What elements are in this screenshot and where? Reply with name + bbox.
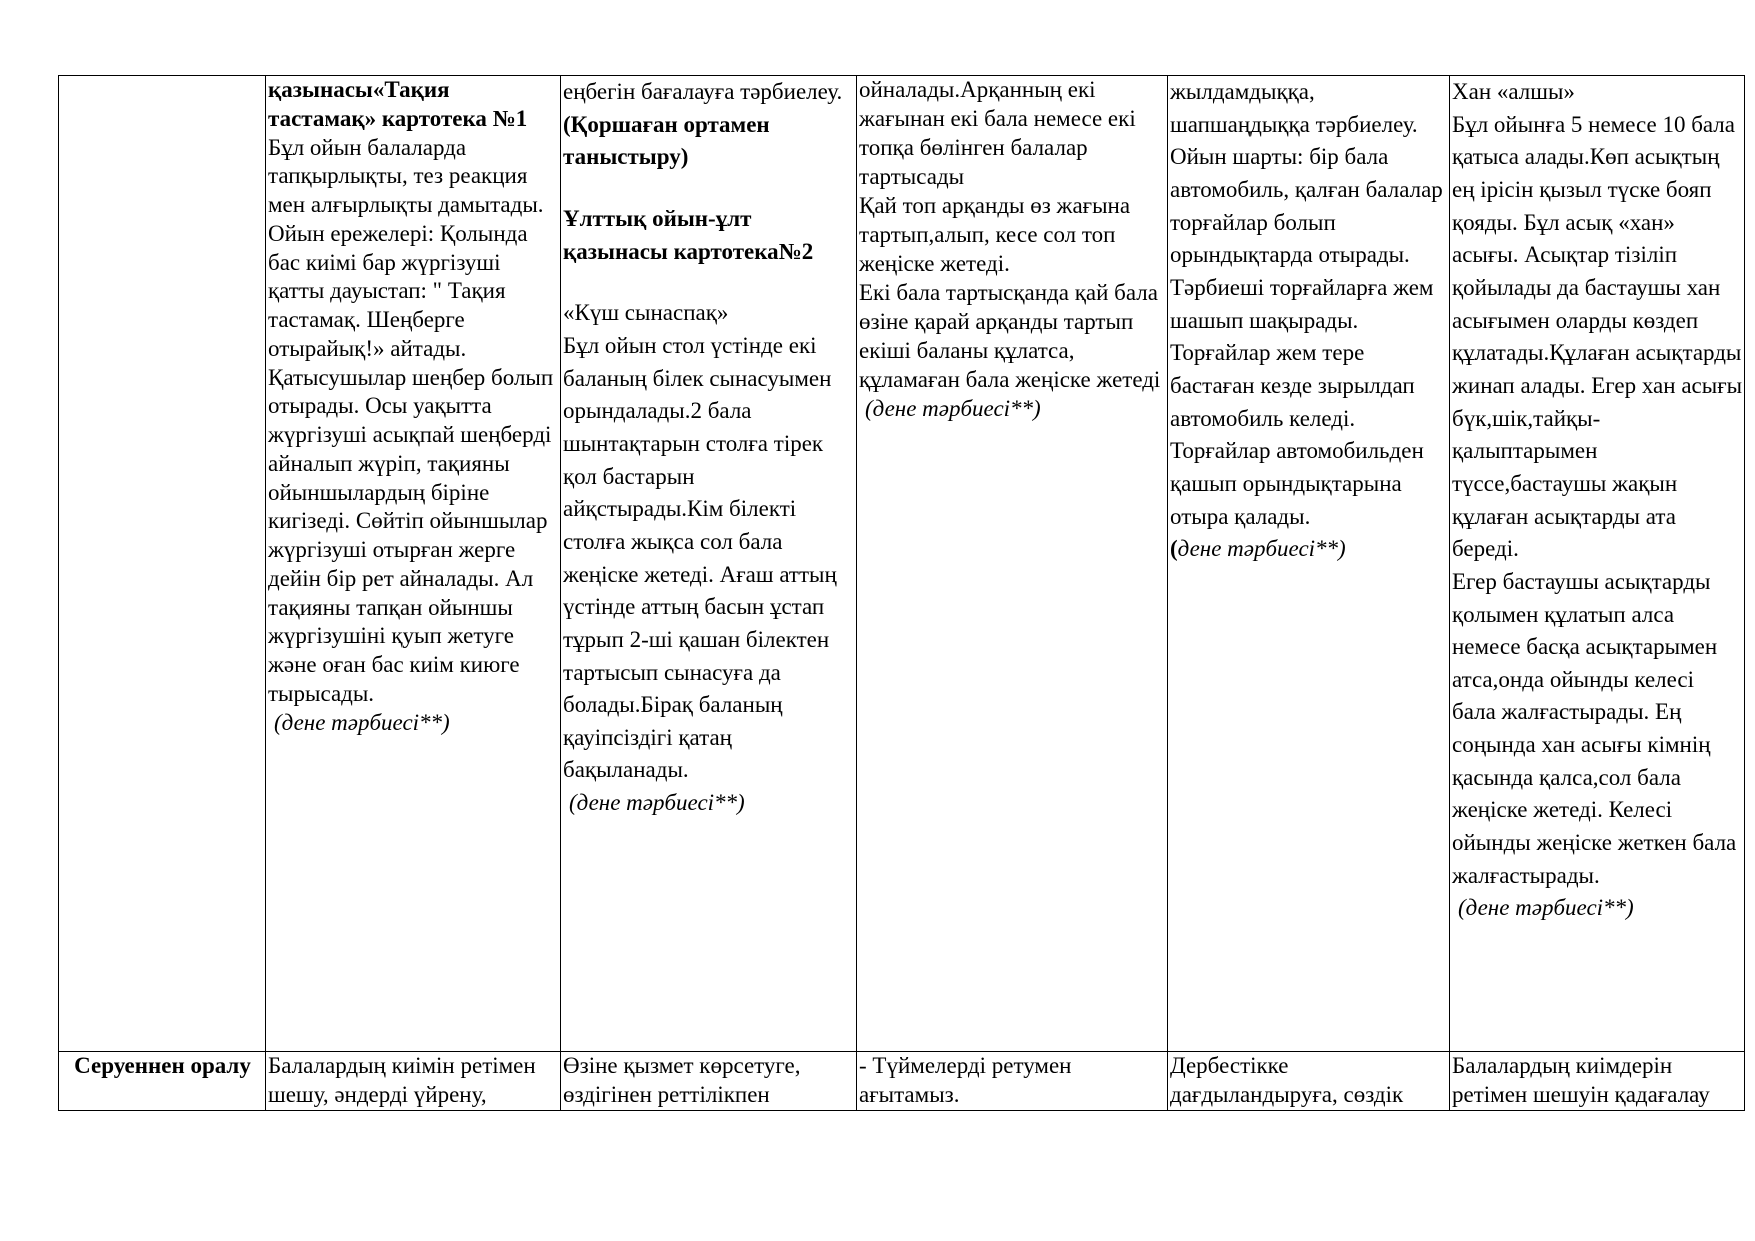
row-header-cell: Серуеннен оралу — [59, 1052, 266, 1111]
game-description: Бұл ойын балаларда тапқырлықты, тез реакция мен алғырлықты дамытады. Ойын ережелері: Қолында бас киімі бар жүргізуші қатты дауыстап: " Тақия тастамақ. Шеңберге отырайық!» айтады. Қатысушылар шеңбер болып отырады. Осы уақытта жүргізуші асықпай шеңберді айналып жүріп, тақияны ойыншылардың біріне кигізеді. Сөйтіп ойыншылар жүргізуші отырған жерге дейін бір рет айналады. Ал тақияны тапқан ойыншы жүргізушіні қуып жетуге және оған бас киім киюге тырысады. — [268, 134, 554, 706]
game-rule: Егер бастаушы асықтарды қолымен құлатып алса немесе басқа асықтарымен атса,онда ойынды келесі бала жалғастырады. Ең соңында хан асығы кімнің қасында қалса,сол бала жеңіске жетеді. Келесі ойынды жеңіске жеткен бала жалғастырады. — [1452, 568, 1737, 888]
game-rule: Екі бала тартысқанда қай бала өзіне қарай арқанды тартып екіші баланы құлатса, құламаған бала жеңіске жетеді — [859, 279, 1161, 392]
game-rule: Қай топ арқанды өз жағына тартып,алып, кесе сол топ жеңіске жетеді. — [859, 192, 1131, 276]
subject-note: (дене тәрбиесі**) — [274, 709, 450, 735]
subject-note: (дене тәрбиесі**) — [1458, 895, 1634, 921]
subject-note: (дене тәрбиесі**) — [1170, 536, 1346, 562]
friday-cell: Балалардың киімдерін ретімен шешуін қадағалау — [1450, 1052, 1745, 1111]
table-row — [59, 1052, 1745, 1111]
tuesday-cell — [561, 76, 857, 1052]
game-heading: Ұлттық ойын-ұлт қазынасы картотека№2 — [563, 205, 814, 264]
wednesday-cell: - Түймелерді ретумен ағытамыз. — [857, 1052, 1168, 1111]
friday-cell — [1450, 76, 1745, 1052]
game-description: Бұл ойынға 5 немесе 10 бала қатыса алады.Көп асықтың ең ірісін қызыл түске бояп қояды. Бұл асық «хан» асығы. Асықтар тізіліп қойылады да бастаушы хан асығымен оларды көздеп құлатады.Құлаған асықтарды жинап алады. Егер хан асығы бүк,шік,тайқы-қалыптарымен түссе,бастаушы жақын құлаған асықтарды ата береді. — [1452, 111, 1743, 562]
monday-cell — [266, 76, 561, 1052]
thursday-cell — [1168, 76, 1450, 1052]
table-row — [59, 76, 1745, 1052]
row-header-cell — [59, 76, 266, 1052]
spacer — [563, 174, 855, 203]
thursday-cell: Дербестікке дағдыландыруға, сөздік — [1168, 1052, 1450, 1111]
subject-label: (Қоршаған ортамен таныстыру) — [563, 111, 770, 170]
subject-note: (дене тәрбиесі**) — [569, 790, 745, 816]
subject-note: (дене тәрбиесі**) — [865, 395, 1041, 421]
cell-intro: еңбегін бағалауға тәрбиелеу. — [563, 79, 843, 104]
game-description: ойналады.Арқанның екі жағынан екі бала немесе екі топқа бөлінген балалар тартысады — [859, 77, 1136, 189]
monday-cell: Балалардың киімін ретімен шешу, әндерді үйрену, — [266, 1052, 561, 1111]
spacer — [563, 268, 855, 297]
lesson-plan-table — [58, 75, 1745, 1111]
wednesday-cell — [857, 76, 1168, 1052]
game-title: «Күш сынаспақ» — [563, 300, 729, 326]
game-title: Хан «алшы» — [1452, 79, 1575, 104]
game-description: Бұл ойын стол үстінде екі баланың білек сынасуымен орындалады.2 бала шынтақтарын столға тірек қол бастарын айқстырады.Кім білекті столға жықса сол бала жеңіске жетеді. Ағаш аттың үстінде аттың басын ұстап тұрып 2-ші қашан білектен тартысып сынасуға да болады.Бірақ баланың қауіпсіздігі қатаң бақыланады. — [563, 332, 837, 783]
tuesday-cell: Өзіне қызмет көрсетуге, өздігінен реттілікпен — [561, 1052, 857, 1111]
game-heading: қазынасы«Тақия тастамақ» картотека №1 — [268, 77, 528, 131]
game-description: жылдамдыққа, шапшаңдыққа тәрбиелеу. Ойын шарты: бір бала автомобиль, қалған балалар торғайлар болып орындықтарда отырады. Тәрбиеші торғайларға жем шашып шақырады. Торғайлар жем тере бастаған кезде зырылдап автомобиль келеді. Торғайлар автомобильден қашып орындықтарына отыра қалады. — [1170, 79, 1443, 529]
